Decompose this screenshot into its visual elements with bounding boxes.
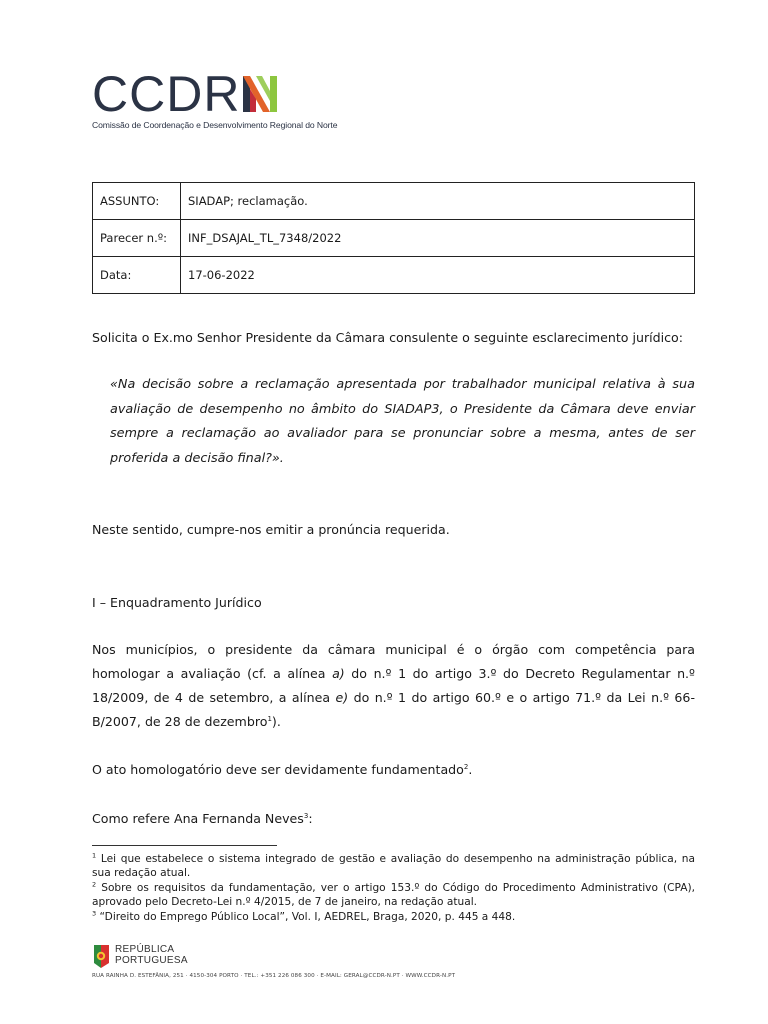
logo-subtitle: Comissão de Coordenação e Desenvolvimento Regional do Norte [92, 120, 338, 130]
assunto-value: SIADAP; reclamação. [181, 183, 695, 220]
parecer-label: Parecer n.º: [93, 220, 181, 257]
footnote-number: 1 [92, 851, 97, 860]
footnote-1 [92, 852, 695, 880]
data-label: Data: [93, 257, 181, 294]
subject-table [92, 182, 695, 294]
footnote-ref-3[interactable]: 3 [303, 811, 309, 820]
table-row [93, 220, 695, 257]
parecer-value: INF_DSAJAL_TL_7348/2022 [181, 220, 695, 257]
footer-address: RUA RAINHA D. ESTEFÂNIA, 251 · 4150-304 PORTO · TEL.: +351 226 086 300 · E-MAIL: GERAL@CCDR-N.PT · WWW.CCDR-N.PT [92, 973, 456, 979]
p1-italic-a: a) [332, 666, 345, 681]
footnote-2 [92, 881, 695, 909]
legal-question-quote: «Na decisão sobre a reclamação apresentada por trabalhador municipal relativa à sua avaliação de desempenho no âmbito do SIADAP3, o Presidente da Câmara deve enviar sempre a reclamação ao avaliador para se pronunciar sobre a mesma, antes de ser proferida a decisão final?». [110, 377, 695, 466]
footnote-text: “Direito do Emprego Público Local”, Vol. I, AEDREL, Braga, 2020, p. 445 a 448. [96, 911, 516, 923]
paragraph-competencia [92, 638, 695, 734]
footnote-ref-2[interactable]: 2 [463, 762, 469, 771]
footnote-number: 2 [92, 880, 97, 889]
table-row [93, 257, 695, 294]
p1-text-a: Nos municípios, o presidente da câmara municipal é o órgão com competência para homologar a avaliação (cf. a alínea [92, 642, 695, 681]
footnote-divider [92, 845, 277, 846]
p1-text-c: do n.º 1 do artigo 60.º e o artigo 71.º da Lei n.º 66-B/2007, de 28 de dezembro [92, 690, 695, 729]
data-value: 17-06-2022 [181, 257, 695, 294]
table-row [93, 183, 695, 220]
intro-paragraph: Solicita o Ex.mo Senhor Presidente da Câmara consulente o seguinte esclarecimento jurídico: [92, 330, 683, 345]
p3-end: : [308, 811, 313, 826]
p2-text: O ato homologatório deve ser devidamente fundamentado [92, 762, 464, 777]
logo-wordmark [92, 66, 337, 122]
portugal-emblem-icon [92, 943, 111, 970]
p1-italic-b: e) [335, 690, 349, 705]
ccdrn-logo [92, 66, 338, 130]
republica-line-1: REPÚBLICA [115, 944, 175, 955]
p1-text-b: do n.º 1 do artigo 3.º do Decreto Regulamentar n.º 18/2009, de 4 de setembro, a alínea [92, 666, 695, 705]
logo-n-mark-icon [242, 75, 278, 113]
p3-text: Como refere Ana Fernanda Neves [92, 811, 304, 826]
paragraph-citation [92, 807, 695, 831]
republica-portuguesa-label [115, 944, 188, 966]
footnote-number: 3 [92, 909, 97, 918]
footnote-3 [92, 910, 695, 924]
republica-line-2: PORTUGUESA [115, 955, 188, 966]
logo-letters: CCDR [92, 66, 241, 122]
section-title: I – Enquadramento Jurídico [92, 595, 262, 610]
footnote-ref-1[interactable]: 1 [267, 714, 272, 723]
sentido-paragraph: Neste sentido, cumpre-nos emitir a pronúncia requerida. [92, 522, 450, 537]
footnote-text: Sobre os requisitos da fundamentação, ver o artigo 153.º do Código do Procedimento Administrativo (CPA), aprovado pelo Decreto-Lei n.º 4/2015, de 7 de janeiro, na redação atual. [92, 882, 695, 908]
p1-end: ). [271, 714, 281, 729]
paragraph-fundamentado [92, 758, 695, 782]
assunto-label: ASSUNTO: [93, 183, 181, 220]
footnote-text: Lei que estabelece o sistema integrado de gestão e avaliação do desempenho na administração pública, na sua redação atual. [92, 853, 695, 879]
p2-end: . [468, 762, 473, 777]
